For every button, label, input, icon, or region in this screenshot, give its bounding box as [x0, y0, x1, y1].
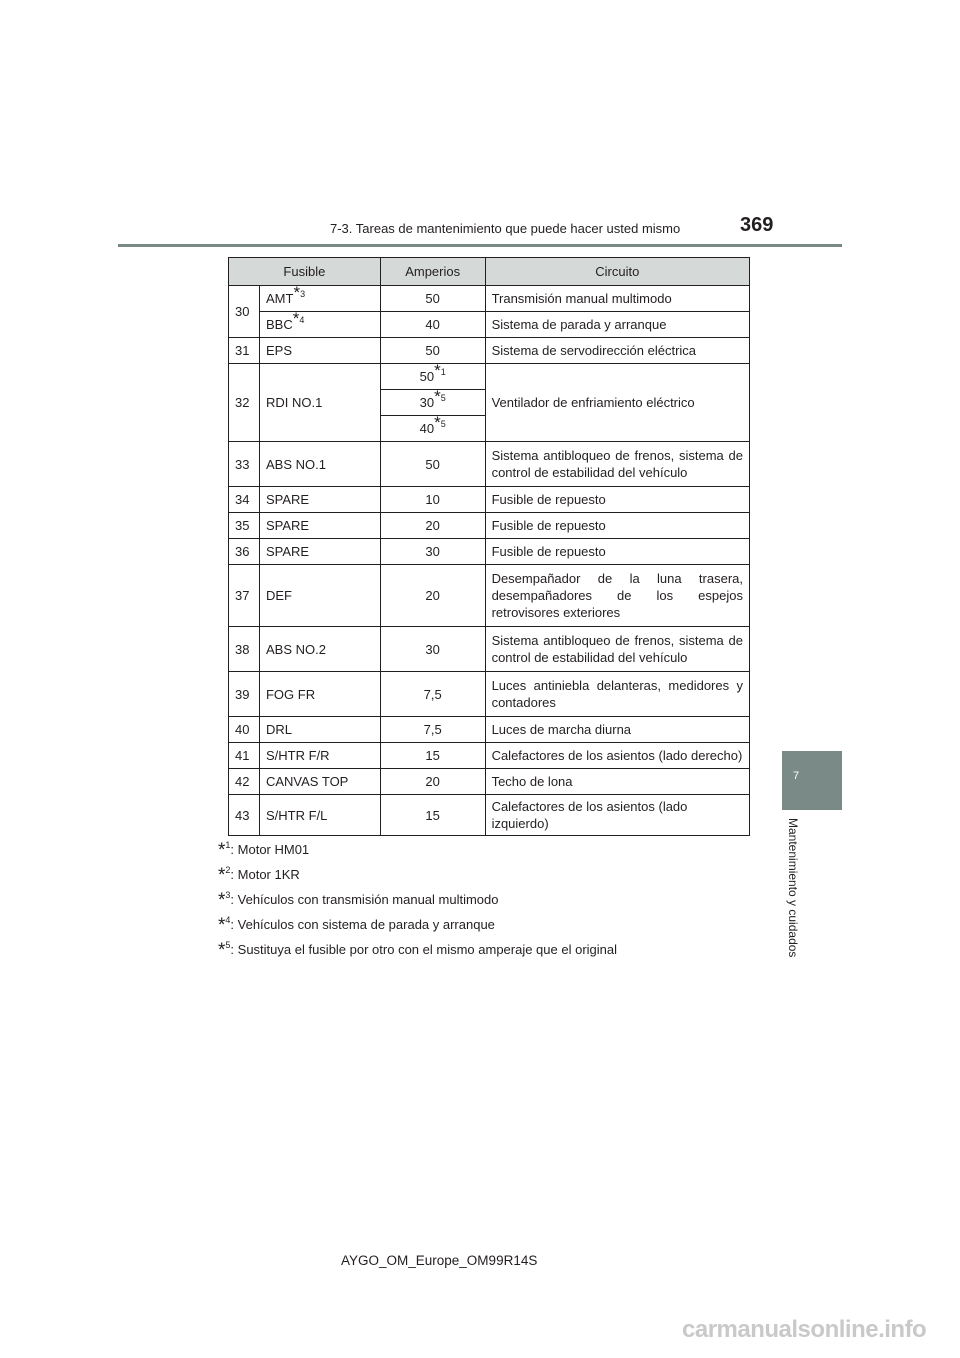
fuse-number: 36 [229, 539, 260, 565]
fuse-number: 42 [229, 769, 260, 795]
table-row [229, 364, 750, 390]
fuse-number: 41 [229, 743, 260, 769]
fuse-table [228, 257, 750, 836]
fuse-name: SPARE [259, 487, 380, 513]
watermark: carmanualsonline.info [682, 1316, 927, 1343]
fuse-name: DEF [259, 565, 380, 627]
fuse-circuit: Calefactores de los asientos (lado derecho) [485, 743, 749, 769]
fuse-name: AMT*$^3$ [259, 286, 380, 312]
fuse-name: ABS NO.2 [259, 627, 380, 672]
fuse-number: 43 [229, 795, 260, 836]
table-row [229, 487, 750, 513]
fuse-amperage: 20 [380, 513, 485, 539]
fuse-number: 32 [229, 364, 260, 442]
header-divider [118, 244, 842, 247]
fuse-name: CANVAS TOP [259, 769, 380, 795]
fuse-name: EPS [259, 338, 380, 364]
table-row [229, 442, 750, 487]
fuse-amperage: 40 [380, 312, 485, 338]
fuse-circuit: Calefactores de los asientos (lado izquierdo) [485, 795, 749, 836]
fuse-circuit: Sistema de servodirección eléctrica [485, 338, 749, 364]
chapter-number: 7 [793, 770, 800, 782]
table-row [229, 795, 750, 836]
fuse-amperage: 20 [380, 769, 485, 795]
fuse-circuit: Techo de lona [485, 769, 749, 795]
page-number: 369 [740, 214, 774, 236]
fuse-circuit: Sistema antibloqueo de frenos, sistema de control de estabilidad del vehículo [485, 442, 749, 487]
table-row [229, 769, 750, 795]
fuse-name: S/HTR F/R [259, 743, 380, 769]
fuse-name: FOG FR [259, 672, 380, 717]
fuse-number: 35 [229, 513, 260, 539]
fuse-amperage: 50 [380, 286, 485, 312]
table-row [229, 717, 750, 743]
table-row [229, 743, 750, 769]
table-row [229, 513, 750, 539]
table-row [229, 627, 750, 672]
fuse-name: SPARE [259, 539, 380, 565]
fuse-circuit: Sistema de parada y arranque [485, 312, 749, 338]
header-fusible: Fusible [229, 258, 381, 286]
table-row [229, 286, 750, 312]
fuse-name: BBC*$^4$ [259, 312, 380, 338]
fuse-circuit: Luces antiniebla delanteras, medidores y contadores [485, 672, 749, 717]
header-circuito: Circuito [485, 258, 749, 286]
fuse-amperage: 50 [380, 442, 485, 487]
chapter-tab [782, 751, 842, 810]
fuse-name: RDI NO.1 [259, 364, 380, 442]
fuse-amperage: 50 [380, 338, 485, 364]
fuse-number: 38 [229, 627, 260, 672]
fuse-amperage: 50*$^1$ [380, 364, 485, 390]
footnotes [218, 833, 618, 961]
fuse-number: 39 [229, 672, 260, 717]
fuse-amperage: 15 [380, 795, 485, 836]
chapter-title: Mantenimiento y cuidados [786, 818, 800, 958]
document-code: AYGO_OM_Europe_OM99R14S [341, 1253, 538, 1268]
fuse-circuit: Fusible de repuesto [485, 487, 749, 513]
section-title: 7-3. Tareas de mantenimiento que puede hacer usted mismo [330, 221, 681, 236]
fuse-amperage: 30 [380, 627, 485, 672]
fuse-number: 30 [229, 286, 260, 338]
table-row [229, 672, 750, 717]
fuse-number: 33 [229, 442, 260, 487]
fuse-amperage: 10 [380, 487, 485, 513]
fuse-circuit: Fusible de repuesto [485, 513, 749, 539]
fuse-number: 40 [229, 717, 260, 743]
fuse-amperage: 30 [380, 539, 485, 565]
fuse-amperage: 7,5 [380, 672, 485, 717]
fuse-name: SPARE [259, 513, 380, 539]
fuse-amperage: 7,5 [380, 717, 485, 743]
fuse-name: DRL [259, 717, 380, 743]
table-row [229, 539, 750, 565]
fuse-circuit: Fusible de repuesto [485, 539, 749, 565]
fuse-number: 34 [229, 487, 260, 513]
fuse-amperage: 20 [380, 565, 485, 627]
footnote: *$^4$: Vehículos con sistema de parada y arranque [218, 915, 495, 936]
table-row [229, 565, 750, 627]
table-header-row [229, 258, 750, 286]
footnote: *$^2$: Motor 1KR [218, 865, 300, 886]
fuse-number: 31 [229, 338, 260, 364]
table-row [229, 312, 750, 338]
fuse-name: S/HTR F/L [259, 795, 380, 836]
fuse-circuit: Sistema antibloqueo de frenos, sistema de control de estabilidad del vehículo [485, 627, 749, 672]
fuse-circuit: Transmisión manual multimodo [485, 286, 749, 312]
fuse-amperage: 40*$^5$ [380, 416, 485, 442]
fuse-circuit: Luces de marcha diurna [485, 717, 749, 743]
footnote: *$^1$: Motor HM01 [218, 840, 310, 861]
fuse-name: ABS NO.1 [259, 442, 380, 487]
fuse-amperage: 15 [380, 743, 485, 769]
fuse-amperage: 30*$^5$ [380, 390, 485, 416]
fuse-circuit: Ventilador de enfriamiento eléctrico [485, 364, 749, 442]
fuse-number: 37 [229, 565, 260, 627]
table-row [229, 338, 750, 364]
header-amperios: Amperios [380, 258, 485, 286]
fuse-circuit: Desempañador de la luna trasera, desempañadores de los espejos retrovisores exteriores [485, 565, 749, 627]
footnote: *$^3$: Vehículos con transmisión manual multimodo [218, 890, 499, 911]
footnote: *$^5$: Sustituya el fusible por otro con el mismo amperaje que el original [218, 940, 618, 961]
